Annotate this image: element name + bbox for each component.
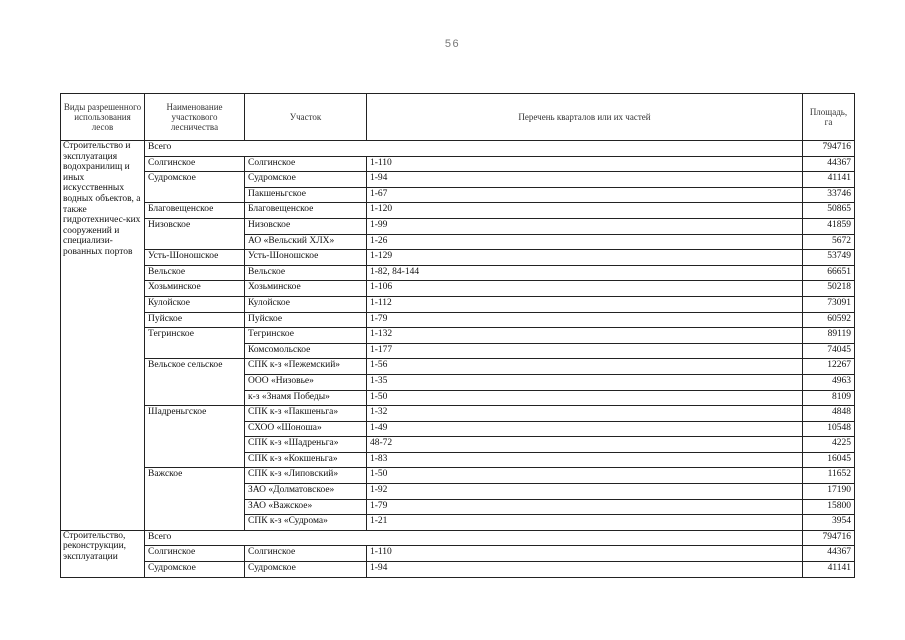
plot-cell: к-з «Знамя Победы» [245, 390, 367, 406]
forestry-cell: Важское [145, 468, 245, 484]
forestry-cell [145, 437, 245, 453]
forestry-cell: Тегринское [145, 328, 245, 344]
plot-cell: Усть-Шоношское [245, 250, 367, 266]
table-row [61, 421, 855, 437]
table-row [61, 265, 855, 281]
plot-cell: АО «Вельский ХЛХ» [245, 234, 367, 250]
use-type-cell: Строительство, реконструкции, эксплуатации [61, 530, 145, 577]
table-row [61, 390, 855, 406]
quarters-cell: 1-50 [367, 468, 803, 484]
forestry-cell: Судромское [145, 562, 245, 578]
area-cell: 50218 [803, 281, 855, 297]
plot-cell: СХОО «Шоноша» [245, 421, 367, 437]
forestry-cell [145, 343, 245, 359]
plot-cell: СПК к-з «Кокшеньга» [245, 452, 367, 468]
header-use: Виды разрешенного использования лесов [61, 94, 145, 141]
quarters-cell: 1-83 [367, 452, 803, 468]
plot-cell: Благовещенское [245, 203, 367, 219]
quarters-cell: 1-49 [367, 421, 803, 437]
header-forestry: Наименование участкового лесничества [145, 94, 245, 141]
quarters-cell: 1-106 [367, 281, 803, 297]
forestry-cell: Вельское сельское [145, 359, 245, 375]
table-row [61, 562, 855, 578]
forestry-cell [145, 374, 245, 390]
plot-cell: Пуйское [245, 312, 367, 328]
quarters-cell: 1-99 [367, 218, 803, 234]
quarters-cell: 1-67 [367, 187, 803, 203]
table-row [61, 250, 855, 266]
area-cell: 41141 [803, 172, 855, 188]
plot-cell: Вельское [245, 265, 367, 281]
area-cell: 33746 [803, 187, 855, 203]
forestry-cell [145, 515, 245, 531]
forestry-cell: Низовское [145, 218, 245, 234]
area-cell: 11652 [803, 468, 855, 484]
quarters-cell: 1-129 [367, 250, 803, 266]
use-type-cell: Строительство и эксплуатация водохранилищ и иных искусственных водных объектов, а также гидротехничес-ких сооружений и специализи-рованных портов [61, 141, 145, 531]
table-row [61, 374, 855, 390]
plot-cell: ЗАО «Долматовское» [245, 484, 367, 500]
forestry-cell: Благовещенское [145, 203, 245, 219]
forestry-cell [145, 499, 245, 515]
header-plot: Участок [245, 94, 367, 141]
plot-cell: СПК к-з «Шадреньга» [245, 437, 367, 453]
forestry-cell [145, 234, 245, 250]
table-body [61, 141, 855, 578]
area-cell: 50865 [803, 203, 855, 219]
forestry-cell: Пуйское [145, 312, 245, 328]
area-cell: 44367 [803, 546, 855, 562]
plot-cell: ООО «Низовье» [245, 374, 367, 390]
forestry-cell: Солгинское [145, 546, 245, 562]
quarters-cell: 1-56 [367, 359, 803, 375]
total-area: 794716 [803, 141, 855, 157]
quarters-cell: 1-112 [367, 296, 803, 312]
table-row [61, 484, 855, 500]
plot-cell: Низовское [245, 218, 367, 234]
table-row [61, 515, 855, 531]
quarters-cell: 1-177 [367, 343, 803, 359]
table-row [61, 328, 855, 344]
table-row [61, 546, 855, 562]
quarters-cell: 1-50 [367, 390, 803, 406]
plot-cell: Кулойское [245, 296, 367, 312]
plot-cell: СПК к-з «Судрома» [245, 515, 367, 531]
total-label: Всего [145, 530, 803, 546]
table-row [61, 281, 855, 297]
area-cell: 44367 [803, 156, 855, 172]
total-area: 794716 [803, 530, 855, 546]
plot-cell: Солгинское [245, 546, 367, 562]
plot-cell: Судромское [245, 172, 367, 188]
table-row [61, 234, 855, 250]
forestry-cell [145, 421, 245, 437]
area-cell: 53749 [803, 250, 855, 266]
total-label: Всего [145, 141, 803, 157]
table-row [61, 452, 855, 468]
quarters-cell: 1-94 [367, 172, 803, 188]
quarters-cell: 1-92 [367, 484, 803, 500]
quarters-cell: 1-132 [367, 328, 803, 344]
quarters-cell: 1-94 [367, 562, 803, 578]
table-row [61, 499, 855, 515]
table-row [61, 296, 855, 312]
table-row [61, 437, 855, 453]
table-row [61, 172, 855, 188]
forestry-cell: Кулойское [145, 296, 245, 312]
quarters-cell: 1-32 [367, 406, 803, 422]
table-row-total [61, 141, 855, 157]
plot-cell: Хозьминское [245, 281, 367, 297]
forestry-cell: Усть-Шоношское [145, 250, 245, 266]
plot-cell: СПК к-з «Пакшеньга» [245, 406, 367, 422]
area-cell: 60592 [803, 312, 855, 328]
area-cell: 5672 [803, 234, 855, 250]
area-cell: 4963 [803, 374, 855, 390]
forestry-cell: Шадреньгское [145, 406, 245, 422]
plot-cell: СПК к-з «Липовский» [245, 468, 367, 484]
area-cell: 4848 [803, 406, 855, 422]
table-row [61, 343, 855, 359]
header-quarters: Перечень кварталов или их частей [367, 94, 803, 141]
forestry-cell [145, 187, 245, 203]
area-cell: 66651 [803, 265, 855, 281]
quarters-cell: 48-72 [367, 437, 803, 453]
table-row [61, 359, 855, 375]
area-cell: 15800 [803, 499, 855, 515]
area-cell: 8109 [803, 390, 855, 406]
table-row [61, 187, 855, 203]
plot-cell: СПК к-з «Пежемский» [245, 359, 367, 375]
table-row [61, 156, 855, 172]
area-cell: 16045 [803, 452, 855, 468]
plot-cell: Солгинское [245, 156, 367, 172]
header-area: Площадь, га [803, 94, 855, 141]
quarters-cell: 1-79 [367, 499, 803, 515]
area-cell: 89119 [803, 328, 855, 344]
area-cell: 3954 [803, 515, 855, 531]
forestry-cell [145, 484, 245, 500]
forestry-cell: Солгинское [145, 156, 245, 172]
quarters-cell: 1-110 [367, 546, 803, 562]
quarters-cell: 1-110 [367, 156, 803, 172]
area-cell: 41859 [803, 218, 855, 234]
area-cell: 10548 [803, 421, 855, 437]
table-row [61, 218, 855, 234]
quarters-cell: 1-120 [367, 203, 803, 219]
forestry-cell: Судромское [145, 172, 245, 188]
quarters-cell: 1-82, 84-144 [367, 265, 803, 281]
table-row-total [61, 530, 855, 546]
page-number: 56 [444, 38, 461, 50]
quarters-cell: 1-79 [367, 312, 803, 328]
forest-use-table [60, 93, 855, 578]
area-cell: 74045 [803, 343, 855, 359]
quarters-cell: 1-21 [367, 515, 803, 531]
area-cell: 4225 [803, 437, 855, 453]
plot-cell: Пакшеньгское [245, 187, 367, 203]
table-row [61, 203, 855, 219]
plot-cell: Судромское [245, 562, 367, 578]
area-cell: 12267 [803, 359, 855, 375]
forestry-cell [145, 390, 245, 406]
area-cell: 17190 [803, 484, 855, 500]
area-cell: 41141 [803, 562, 855, 578]
quarters-cell: 1-26 [367, 234, 803, 250]
table-row [61, 312, 855, 328]
table-row [61, 406, 855, 422]
plot-cell: Комсомольское [245, 343, 367, 359]
forestry-cell: Вельское [145, 265, 245, 281]
forestry-cell: Хозьминское [145, 281, 245, 297]
forestry-cell [145, 452, 245, 468]
quarters-cell: 1-35 [367, 374, 803, 390]
table-header-row [61, 94, 855, 141]
plot-cell: ЗАО «Важское» [245, 499, 367, 515]
plot-cell: Тегринское [245, 328, 367, 344]
table-row [61, 468, 855, 484]
area-cell: 73091 [803, 296, 855, 312]
